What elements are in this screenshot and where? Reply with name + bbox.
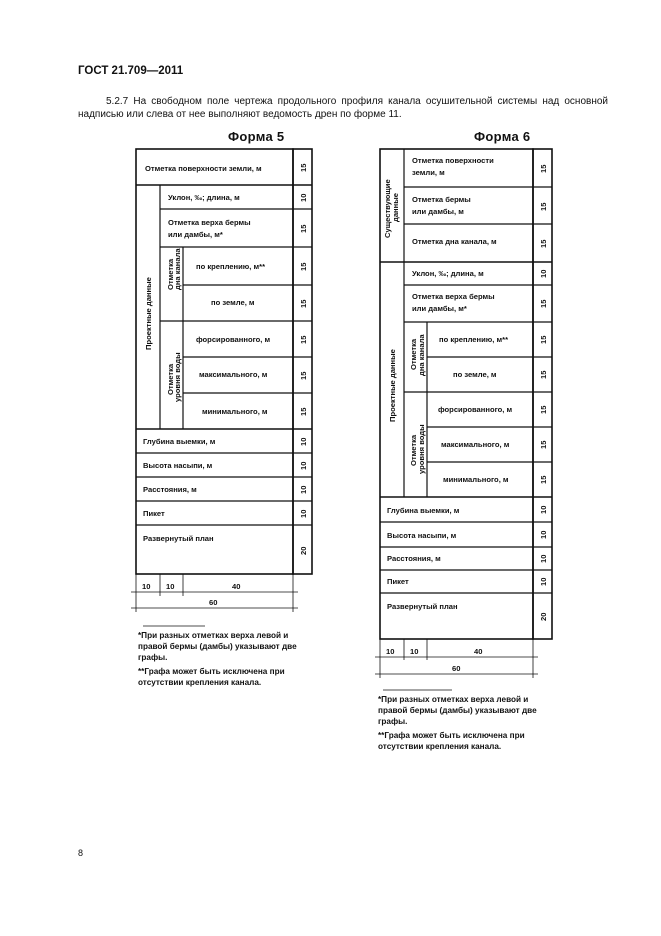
f6-h-11: 10 (539, 530, 548, 539)
f5-row-slope: Уклон, ‰; длина, м (168, 193, 240, 202)
f6-row-berm-2: или дамбы, м (412, 207, 464, 216)
f6-h-9: 15 (539, 475, 548, 484)
f5-w-2: 40 (232, 582, 241, 591)
f6-vert-water-2: уровня воды (417, 424, 426, 474)
f5-row-berm-2: или дамбы, м* (168, 230, 223, 239)
f6-vert-existing-1: Существующие (383, 179, 392, 238)
f6-row-cut-depth: Глубина выемки, м (387, 506, 460, 515)
f6-row-bottom: Отметка дна канала, м (412, 237, 497, 246)
f6-row-fill-height: Высота насыпи, м (387, 531, 457, 540)
f6-w-1: 10 (410, 647, 419, 656)
f6-h-3: 10 (539, 269, 548, 278)
f5-w-0: 10 (142, 582, 151, 591)
f5-h-5: 15 (299, 335, 308, 344)
f5-vert-water-1: Отметка (166, 363, 175, 395)
f6-h-0: 15 (539, 164, 548, 173)
f6-footnote-2: **Графа может быть исключена при отсутствии крепления канала. (378, 731, 525, 751)
f6-h-4: 15 (539, 299, 548, 308)
f6-vert-design: Проектные данные (388, 349, 397, 422)
document-header: ГОСТ 21.709—2011 (78, 65, 184, 77)
f5-row-berm-1: Отметка верха бермы (168, 218, 251, 227)
f5-footnote-1: *При разных отметках верха левой и правой бермы (дамбы) указывают две графы. (138, 631, 297, 662)
f6-w-0: 10 (386, 647, 395, 656)
f5-h-7: 15 (299, 407, 308, 416)
f6-row-plan: Развернутый план (387, 602, 458, 611)
f6-row-picket: Пикет (387, 577, 409, 586)
f5-row-ground: Отметка поверхности земли, м (145, 164, 262, 173)
f5-row-max: максимального, м (199, 370, 268, 379)
f6-row-ground-1: Отметка поверхности (412, 156, 494, 165)
page-number: 8 (78, 848, 84, 858)
f5-row-fastening: по креплению, м** (196, 262, 266, 271)
f6-w-3: 60 (452, 664, 461, 673)
f6-row-ground-2: земли, м (412, 168, 445, 177)
f6-row-max: максимального, м (441, 440, 510, 449)
f6-row-ground-bottom: по земле, м (453, 370, 497, 379)
f5-row-distances: Расстояния, м (143, 485, 197, 494)
f5-row-cut-depth: Глубина выемки, м (143, 437, 216, 446)
f5-vert-water-2: уровня воды (173, 352, 182, 402)
f6-h-6: 15 (539, 370, 548, 379)
f5-row-fill-height: Высота насыпи, м (143, 461, 213, 470)
f6-row-berm-1: Отметка бермы (412, 195, 471, 204)
f6-h-13: 10 (539, 577, 548, 586)
f6-h-12: 10 (539, 554, 548, 563)
f5-h-0: 15 (299, 163, 308, 172)
f6-h-7: 15 (539, 405, 548, 414)
f6-w-2: 40 (474, 647, 483, 656)
f5-footnote-2: **Графа может быть исключена при отсутствии крепления канала. (138, 667, 285, 687)
f6-vert-existing-2: данные (391, 193, 400, 222)
f5-h-2: 15 (299, 224, 308, 233)
f5-vert-bottom-2: дна канала (173, 248, 182, 290)
f5-h-1: 10 (299, 193, 308, 202)
f6-h-2: 15 (539, 239, 548, 248)
f6-vert-bottom-1: Отметка (409, 338, 418, 370)
f5-row-plan: Развернутый план (143, 534, 214, 543)
f5-h-4: 15 (299, 299, 308, 308)
f5-row-picket: Пикет (143, 509, 165, 518)
f6-row-berm-top-2: или дамбы, м* (412, 304, 467, 313)
f5-h-6: 15 (299, 371, 308, 380)
f6-row-berm-top-1: Отметка верха бермы (412, 292, 495, 301)
f6-h-10: 10 (539, 505, 548, 514)
f6-row-min: минимального, м (443, 475, 509, 484)
f5-row-min: минимального, м (202, 407, 268, 416)
f5-h-10: 10 (299, 485, 308, 494)
f5-row-forced: форсированного, м (196, 335, 271, 344)
f5-vert-bottom-1: Отметка (166, 258, 175, 290)
paragraph-5-2-7: 5.2.7 На свободном поле чертежа продольного профиля канала осушительной системы над основной надписью или слева от нее выполняют ведомость дрен по форме 11. (78, 96, 608, 120)
f6-h-8: 15 (539, 440, 548, 449)
f6-row-distances: Расстояния, м (387, 554, 441, 563)
form6-title: Форма 6 (474, 129, 531, 144)
f5-w-3: 60 (209, 598, 218, 607)
f5-vert-design: Проектные данные (144, 277, 153, 350)
f5-row-ground-bottom: по земле, м (211, 298, 255, 307)
f6-h-14: 20 (539, 612, 548, 621)
f6-row-slope: Уклон, ‰; длина, м (412, 269, 484, 278)
f6-vert-bottom-2: дна канала (417, 334, 426, 376)
f5-h-8: 10 (299, 437, 308, 446)
f6-h-1: 15 (539, 202, 548, 211)
f6-row-forced: форсированного, м (438, 405, 513, 414)
f6-vert-water-1: Отметка (409, 434, 418, 466)
form5-title: Форма 5 (228, 129, 285, 144)
f5-h-11: 10 (299, 509, 308, 518)
f5-h-3: 15 (299, 262, 308, 271)
f5-h-12: 20 (299, 546, 308, 555)
f5-w-1: 10 (166, 582, 175, 591)
f6-footnote-1: *При разных отметках верха левой и правой бермы (дамбы) указывают две графы. (378, 695, 537, 726)
f6-row-fastening: по креплению, м** (439, 335, 509, 344)
f6-h-5: 15 (539, 335, 548, 344)
f5-h-9: 10 (299, 461, 308, 470)
